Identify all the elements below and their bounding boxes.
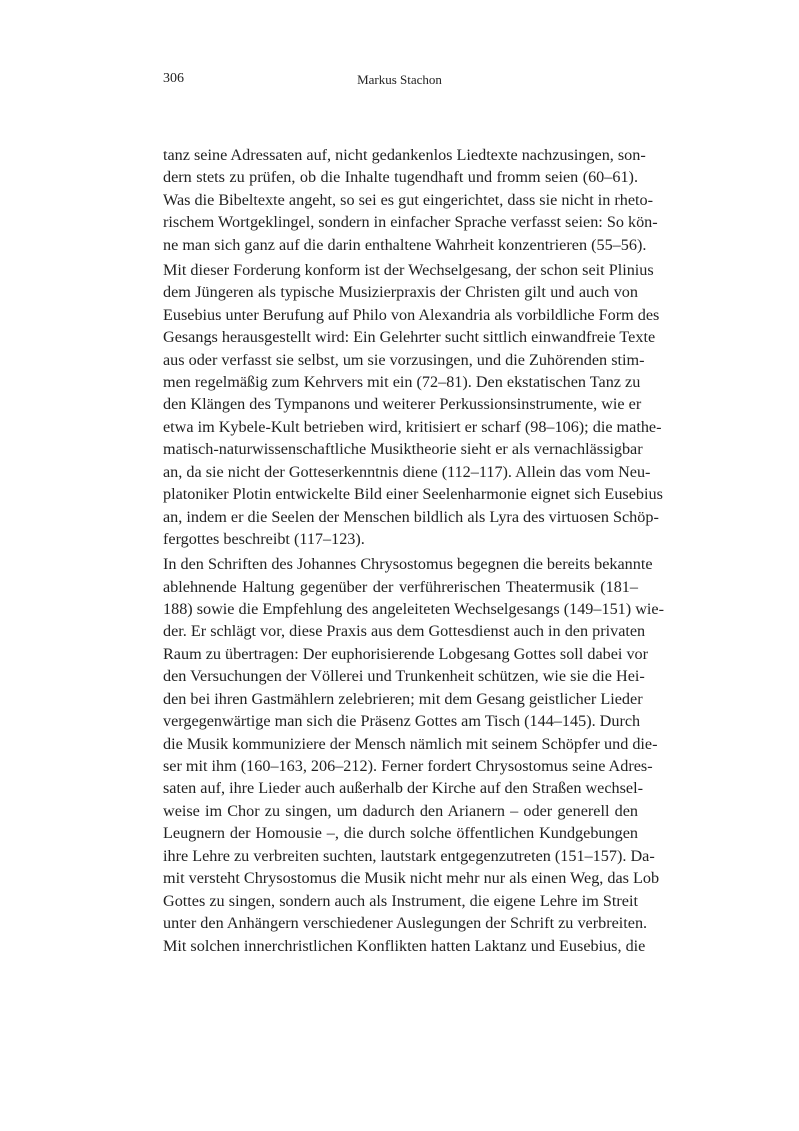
- text-line: ne man sich ganz auf die darin enthaltene Wahrheit konzentrieren (55–56).: [163, 235, 647, 254]
- text-line: dern stets zu prüfen, ob die Inhalte tugendhaft und fromm seien (60–61).: [163, 168, 638, 187]
- text-line: den Versuchungen der Völlerei und Trunkenheit schützen, wie sie die Hei-: [163, 667, 645, 686]
- text-line: ser mit ihm (160–163, 206–212). Ferner fordert Chrysostomus seine Adres-: [163, 757, 653, 775]
- text-line: ihre Lehre zu verbreiten suchten, lautstark entgegenzutreten (151–157). Da-: [163, 846, 655, 865]
- text-line: saten auf, ihre Lieder auch außerhalb der Kirche auf den Straßen wechsel-: [163, 779, 643, 798]
- text-line: Raum zu übertragen: Der euphorisierende Lobgesang Gottes soll dabei vor: [163, 644, 649, 663]
- text-line: Gottes zu singen, sondern auch als Instrument, die eigene Lehre im Streit: [163, 891, 638, 910]
- text-line: aus oder verfasst sie selbst, um sie vorzusingen, und die Zuhörenden stim-: [163, 350, 645, 369]
- text-line: Eusebius unter Berufung auf Philo von Alexandria als vorbildliche Form des: [163, 305, 660, 324]
- text-line: dem Jüngeren als typische Musizierpraxis der Christen gilt und auch von: [163, 283, 638, 302]
- text-line: Leugnern der Homousie –, die durch solche öffentlichen Kundgebungen: [163, 824, 638, 843]
- text-line: Was die Bibeltexte angeht, so sei es gut eingerichtet, dass sie nicht in rheto-: [163, 190, 654, 209]
- text-line: etwa im Kybele-Kult betrieben wird, kritisiert er scharf (98–106); die mathe-: [163, 417, 662, 436]
- text-line: Mit dieser Forderung konform ist der Wechselgesang, der schon seit Plinius: [163, 260, 654, 279]
- text-line: matisch-naturwissenschaftliche Musiktheorie sieht er als vernachlässigbar: [163, 440, 643, 459]
- body-text: [163, 144, 664, 960]
- text-line: men regelmäßig zum Kehrvers mit ein (72–81). Den ekstatischen Tanz zu: [163, 372, 641, 391]
- text-line: an, da sie nicht der Gotteserkenntnis diene (112–117). Allein das vom Neu-: [163, 462, 651, 481]
- text-line: den bei ihren Gastmählern zelebrieren; mit dem Gesang geistlicher Lieder: [163, 689, 643, 708]
- paragraph: [163, 144, 658, 256]
- text-line: an, indem er die Seelen der Menschen bildlich als Lyra des virtuosen Schöp-: [163, 507, 659, 526]
- text-line: mit versteht Chrysostomus die Musik nicht mehr nur als einen Weg, das Lob: [163, 869, 660, 888]
- text-line: weise im Chor zu singen, um dadurch den Arianern – oder generell den: [163, 801, 638, 820]
- text-line: Gesangs herausgestellt wird: Ein Gelehrter sucht sittlich einwandfreie Texte: [163, 328, 656, 347]
- text-line: In den Schriften des Johannes Chrysostomus begegnen die bereits bekannte: [163, 555, 653, 574]
- text-line: Mit solchen innerchristlichen Konflikten hatten Laktanz und Eusebius, die: [163, 936, 646, 955]
- text-line: der. Er schlägt vor, diese Praxis aus dem Gottesdienst auch in den privaten: [163, 622, 646, 641]
- text-line: 188) sowie die Empfehlung des angeleiteten Wechselgesangs (149–151) wie-: [163, 599, 664, 618]
- page-number: 306: [163, 71, 184, 86]
- running-head: Markus Stachon: [357, 72, 442, 87]
- text-line: vergegenwärtige man sich die Präsenz Gottes am Tisch (144–145). Durch: [163, 712, 641, 731]
- paragraph: [163, 553, 664, 957]
- paragraph: [163, 259, 663, 551]
- text-line: platoniker Plotin entwickelte Bild einer Seelenharmonie eignet sich Eusebius: [163, 485, 663, 504]
- text-line: den Klängen des Tympanons und weiterer Perkussionsinstrumente, wie er: [163, 395, 642, 414]
- text-line: fergottes beschreibt (117–123).: [163, 530, 365, 549]
- text-line: unter den Anhängern verschiedener Auslegungen der Schrift zu verbreiten.: [163, 914, 648, 933]
- text-line: die Musik kommuniziere der Mensch nämlich mit seinem Schöpfer und die-: [163, 734, 658, 753]
- text-line: rischem Wortgeklingel, sondern in einfacher Sprache verfasst seien: So kön-: [163, 213, 658, 232]
- text-line: ablehnende Haltung gegenüber der verführerischen Theatermusik (181–: [163, 577, 638, 596]
- text-line: tanz seine Adressaten auf, nicht gedankenlos Liedtexte nachzusingen, son-: [163, 146, 646, 164]
